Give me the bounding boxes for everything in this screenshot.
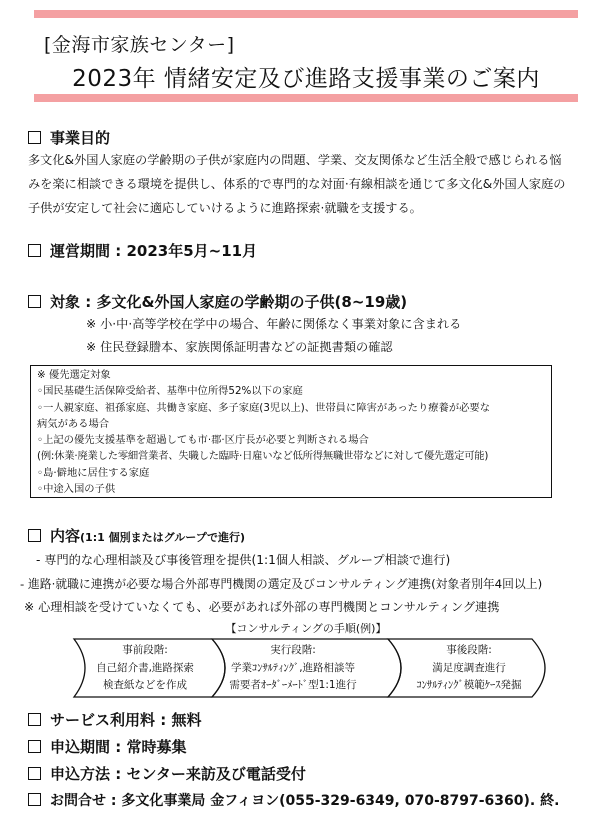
organization-name: [金海市家族センター]	[44, 34, 235, 56]
page-title: 2023年 情緒安定及び進路支援事業のご案内	[72, 66, 540, 92]
checkbox-icon	[28, 767, 41, 780]
priority-selection-box: ※ 優先選定対象 ◦国民基礎生活保障受給者、基準中位所得52%以下の家庭 ◦一人親家庭、祖孫家庭、共働き家庭、多子家庭(3児以上)、世帯員に障害があったり療養が必要な 病気がある場合 ◦上記の優先支援基準を超過しても市·郡·区庁長が必要と判断される場合 (例:休業·廃業した零細営業者、失職した臨時·日雇いなど低所得無職世帯などに対して優先選定可能) ◦島·僻地に居住する家庭 ◦中途入国の子供	[30, 365, 552, 498]
contact-item: お問合せ : 多文化事業局 金フィヨン(055-329-6349, 070-8797-6360). 終.	[28, 790, 559, 810]
title-underline-bar	[34, 94, 578, 102]
flow-stage-exec: 実行段階: 学業ｺﾝｻﾙﾃｨﾝｸﾞ,進路相談等 需要者ｵｰﾀﾞｰﾒｰﾄﾞ型1:1進行	[229, 644, 357, 691]
content-heading: 内容(1:1 個別またはグループで進行)	[28, 525, 245, 546]
application-period-item: 申込期間 : 常時募集	[28, 736, 186, 757]
flow-stage-post: 事後段階: 満足度調査進行 ｺﾝｻﾙﾃｨﾝｸﾞ模範ｹｰｽ発掘	[416, 644, 522, 691]
consulting-procedure-title: 【コンサルティングの手順(例)】	[225, 622, 387, 635]
content-line: - 進路·就職に連携が必要な場合外部専門機関の選定及びコンサルティング連携(対象者別年4回以上)	[20, 577, 543, 591]
application-method-item: 申込方法 : センター来訪及び電話受付	[28, 763, 306, 784]
fee-item: サービス利用料 : 無料	[28, 709, 201, 730]
checkbox-icon	[28, 295, 41, 308]
flow-stage-pre: 事前段階: 自己紹介書,進路探索 検査紙などを作成	[96, 644, 194, 691]
content-line: - 専門的な心理相談及び事後管理を提供(1:1個人相談、グループ相談で進行)	[36, 553, 451, 567]
checkbox-icon	[28, 740, 41, 753]
checkbox-icon	[28, 131, 41, 144]
top-accent-bar	[34, 10, 578, 18]
content-line: ※ 心理相談を受けていなくても、必要があれば外部の専門機関とコンサルティング連携	[24, 600, 500, 614]
target-note: ※ 住民登録謄本、家族関係証明書などの証拠書類の確認	[86, 340, 393, 354]
checkbox-icon	[28, 244, 41, 257]
target-heading: 対象 : 多文化&外国人家庭の学齢期の子供(8~19歳)	[28, 291, 407, 312]
purpose-text: 多文化&外国人家庭の学齢期の子供が家庭内の問題、学業、交友関係など生活全般で感じられる悩 みを楽に相談できる環境を提供し、体系的で専門的な対面·有線相談を通じて多文化&外国人家庭の 子供が安定して社会に適応していけるように進路探索·就職を支援する。	[28, 153, 566, 215]
checkbox-icon	[28, 713, 41, 726]
target-note: ※ 小·中·高等学校在学中の場合、年齢に関係なく事業対象に含まれる	[86, 317, 462, 331]
period-heading: 運営期間 : 2023年5月~11月	[28, 240, 257, 261]
purpose-heading: 事業目的	[28, 127, 110, 148]
checkbox-icon	[28, 793, 41, 806]
checkbox-icon	[28, 529, 41, 542]
